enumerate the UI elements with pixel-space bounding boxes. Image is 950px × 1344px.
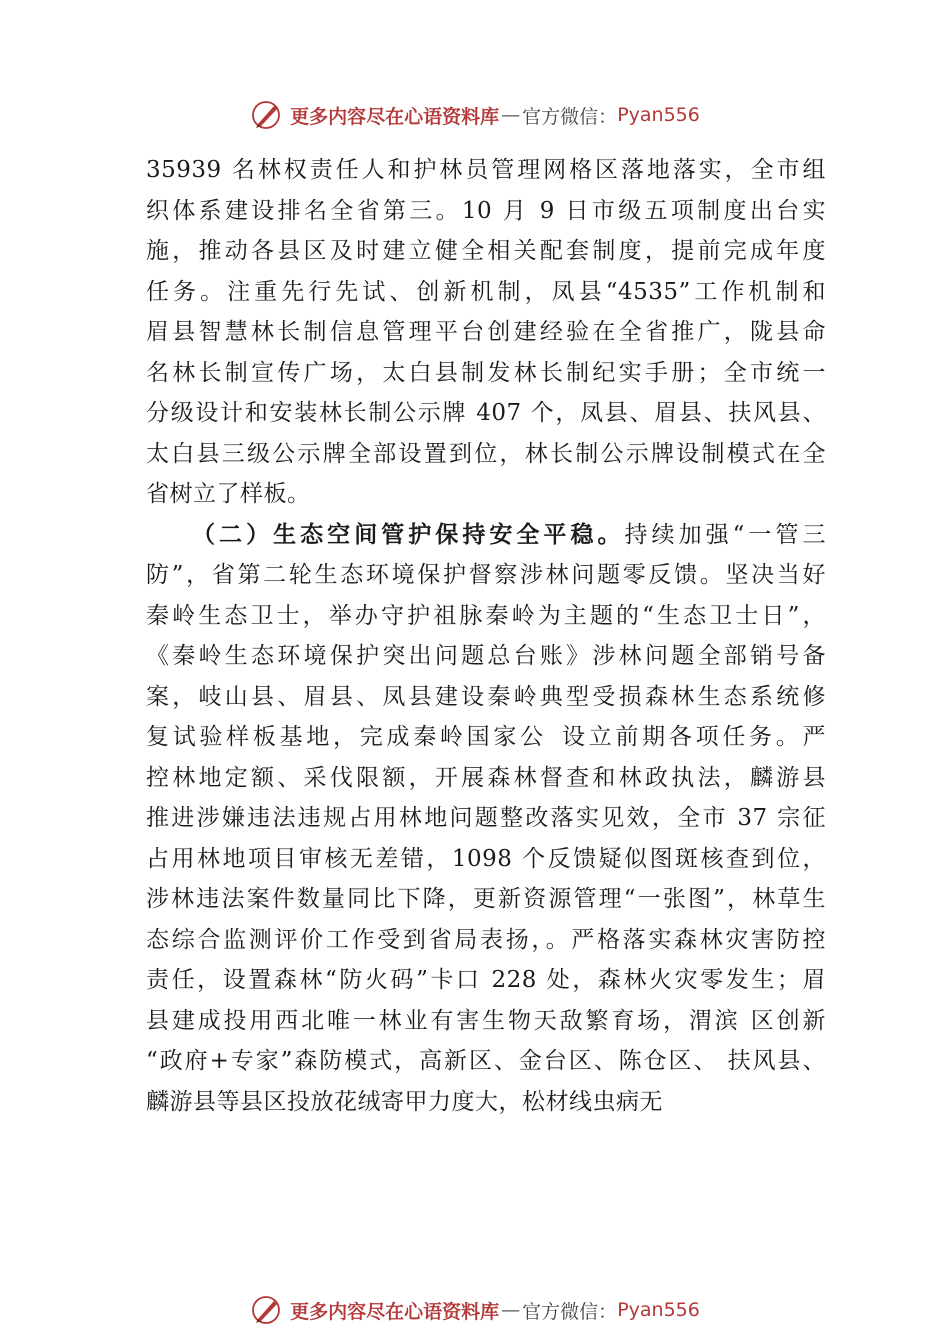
section-first-rest: 持续加强“一管三: [624, 521, 826, 548]
text-line: 35939 名林权责任人和护林员管理网格区落地落实，全市组: [146, 157, 826, 183]
document-body: [146, 150, 826, 1122]
text-line: 任务。注重先行先试、创新机制，凤县“4535”工作机制和: [146, 278, 826, 305]
text-line: 涉林违法案件数量同比下降，更新资源管理“一张图”，林草生: [146, 886, 826, 912]
text-line: 织体系建设排名全省第三。10 月 9 日市级五项制度出台实: [146, 197, 826, 224]
text-line: 眉县智慧林长制信息管理平台创建经验在全省推广，陇县命: [146, 319, 826, 345]
footer-wechat-id: Pyan556: [617, 1299, 700, 1321]
section-first-line: [146, 515, 826, 556]
footer-wechat-label: 官方微信：: [522, 1300, 618, 1323]
footer-banner: [0, 1290, 950, 1330]
text-line: 防”，省第二轮生态环境保护督察涉林问题零反馈。坚决当好: [146, 562, 826, 588]
text-line: 复试验样板基地，完成秦岭国家公 设立前期各项任务。严: [146, 724, 826, 750]
text-line: 推进涉嫌违法违规占用林地问题整改落实见效，全市 37 宗征: [146, 805, 826, 831]
header-wechat-label: 官方微信：: [522, 105, 618, 128]
text-line: 麟游县等县区投放花绒寄甲力度大，松材线虫病无: [146, 1088, 663, 1115]
pen-logo-icon: [250, 1293, 284, 1327]
pen-logo-icon: [250, 98, 284, 132]
text-line: 态综合监测评价工作受到省局表扬，。严格落实森林灾害防控: [146, 926, 826, 953]
text-line: 名林长制宣传广场，太白县制发林长制纪实手册；全市统一: [146, 359, 826, 386]
text-line: 分级设计和安装林长制公示牌 407 个，凤县、眉县、扶风县、: [146, 400, 826, 426]
text-line: 秦岭生态卫士，举办守护祖脉秦岭为主题的“生态卫士日”，: [146, 602, 826, 629]
text-line: 施，推动各县区及时建立健全相关配套制度，提前完成年度: [146, 238, 826, 264]
header-dash: —: [501, 104, 521, 126]
text-line: 案，岐山县、眉县、凤县建设秦岭典型受损森林生态系统修: [146, 683, 826, 710]
text-line: 责任，设置森林“防火码”卡口 228 处，森林火灾零发生；眉: [146, 967, 826, 993]
text-line: 省树立了样板。: [146, 481, 311, 507]
footer-dash: —: [501, 1299, 521, 1321]
text-line: 《秦岭生态环境保护突出问题总台账》涉林问题全部销号备: [146, 643, 826, 669]
text-line: 控林地定额、采伐限额，开展森林督查和林政执法，麟游县: [146, 764, 826, 791]
text-line: 太白县三级公示牌全部设置到位，林长制公示牌设制模式在全: [146, 440, 826, 467]
text-line: “政府+专家”森防模式，高新区、金台区、陈仓区、 扶风县、: [146, 1048, 826, 1074]
header-banner: [0, 95, 950, 135]
header-site-name: 更多内容尽在心语资料库: [290, 105, 500, 128]
section-heading: （二）生态空间管护保持安全平稳。: [192, 520, 625, 548]
footer-site-name: 更多内容尽在心语资料库: [290, 1300, 500, 1323]
text-line: 占用林地项目审核无差错，1098 个反馈疑似图斑核查到位，: [146, 845, 826, 872]
header-wechat-id: Pyan556: [617, 104, 700, 126]
text-line: 县建成投用西北唯一林业有害生物天敌繁育场，渭滨 区创新: [146, 1007, 826, 1034]
